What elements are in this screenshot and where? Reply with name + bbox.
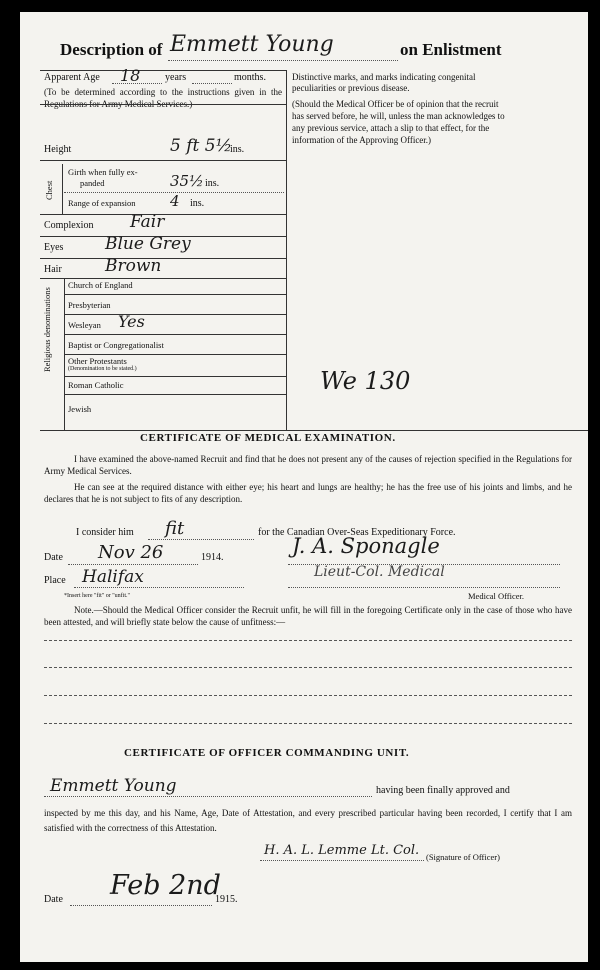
religion-presbyterian: Presbyterian [68,300,111,310]
chest-bracket [62,164,63,214]
religion-wesleyan-mark: Yes [118,312,145,331]
commanding-date-line [70,905,212,906]
medical-para-1: I have examined the above-named Recruit and find that he does not present any of the causes of rejection specified in the Regulations for Army Medical Services. [44,454,572,476]
title-name-line [168,60,398,61]
unfit-line-4 [44,723,572,724]
religion-rule-6 [64,394,286,395]
chest-vertical-label: Chest [44,180,54,200]
months-label: months. [234,72,266,83]
commanding-name-line [44,796,372,797]
consider-line [148,539,254,540]
medical-date-line [68,564,198,565]
religion-rule-5 [64,376,286,377]
commanding-officer-signature: H. A. L. Lemme Lt. Col. [264,843,420,858]
commanding-certificate-heading: CERTIFICATE OF OFFICER COMMANDING UNIT. [124,747,410,759]
months-line [192,83,232,84]
age-label: Apparent Age [44,72,100,83]
medical-officer-signature: J. A. Sponagle [292,534,440,558]
commanding-signature-line [260,860,424,861]
rule-after-eyes [40,258,286,259]
rule-after-hair [40,278,286,279]
complexion-label: Complexion [44,220,94,231]
religion-rule-2 [64,314,286,315]
religions-vertical-label: Religious denominations [42,287,52,372]
medical-officer-label: Medical Officer. [468,591,525,601]
medical-year-label: 1914. [201,552,224,563]
unfit-line-3 [44,695,572,696]
medical-certificate-heading: CERTIFICATE OF MEDICAL EXAMINATION. [140,432,396,444]
eyes-value: Blue Grey [105,234,191,254]
consider-suffix: for the Canadian Over-Seas Expeditionary Force. [258,527,456,538]
girth-unit: ins. [205,178,220,189]
girth-value: 35½ [170,172,204,190]
age-line [112,83,162,84]
unfit-line-2 [44,667,572,668]
unfit-line-1 [44,640,572,641]
distinctive-marks-note: (Should the Medical Officer be of opinion that the recruit has served before, he will, unless the man acknowledges to any previous service, attach a slip to that effect, for the information of the Approving Officer.) [292,99,505,145]
religion-jewish: Jewish [68,404,92,414]
religion-wesleyan: Wesleyan [68,320,101,330]
girth-label-2: panded [80,178,105,188]
commanding-date-value: Feb 2nd [110,870,221,901]
commanding-year-label: 1915. [215,894,238,905]
medical-place-value: Halifax [82,567,144,587]
height-value: 5 ft 5½ [170,136,233,156]
girth-label-1: Girth when fully ex- [68,167,138,177]
range-value: 4 [170,192,180,210]
commanding-signature-label: (Signature of Officer) [426,852,500,862]
title-left: Description of [60,40,163,59]
religion-roman-catholic: Roman Catholic [68,380,124,390]
consider-prefix: I consider him [76,527,134,538]
medical-rank-line [288,587,560,588]
consider-value: fit [165,518,185,539]
top-rule-left [40,70,286,71]
medical-date-value: Nov 26 [98,542,164,563]
height-label: Height [44,144,72,155]
religion-church-of-england: Church of England [68,280,133,290]
range-label: Range of expansion [68,198,136,208]
enlistment-form-page [20,12,588,962]
religion-rule-4 [64,354,286,355]
distinctive-marks-label: Distinctive marks, and marks indicating congenital peculiarities or previous disease. [292,72,476,93]
eyes-label: Eyes [44,242,64,253]
commanding-text-after-name: having been finally approved and [376,785,510,796]
marks-annotation: We 130 [320,367,411,395]
religion-rule-3 [64,334,286,335]
religion-rule-1 [64,294,286,295]
rule-after-height [40,160,286,161]
hair-label: Hair [44,264,62,275]
commanding-para: inspected by me this day, and his Name, Age, Date of Attestation, and every prescribed particular having been recorded, I certify that I am satisfied with the correctness of this Attestation. [44,808,572,833]
religion-baptist: Baptist or Congregationalist [68,340,164,350]
commanding-recruit-name: Emmett Young [50,776,177,796]
medical-date-label: Date [44,552,63,563]
medical-place-label: Place [44,575,66,586]
years-label: years [165,72,187,83]
column-divider [286,70,287,430]
medical-note: Note.—Should the Medical Officer consider the Recruit unfit, he will fill in the foregoing Certificate only in the case of those who have been attested, and will briefly state below the cause of unfitness:— [44,605,572,627]
religion-other-note: (Denomination to be stated.) [68,366,137,372]
rule-bottom-description [40,430,588,431]
hair-value: Brown [105,256,162,276]
medical-para-2: He can see at the required distance with either eye; his heart and lungs are healthy; he has the free use of his joints and limbs, and he declares that he is not subject to fits of any description. [44,482,572,504]
insert-note: *Insert here "fit" or "unfit." [64,593,130,599]
age-value: 18 [120,66,141,85]
rule-after-age [40,104,286,105]
recruit-name-handwritten: Emmett Young [170,32,334,57]
medical-officer-rank: Lieut-Col. Medical [314,564,445,580]
commanding-date-label: Date [44,894,63,905]
title-right: on Enlistment [400,40,502,59]
complexion-value: Fair [130,212,165,232]
religion-other-protestants: Other Protestants [68,356,127,366]
medical-place-line [74,587,244,588]
range-unit: ins. [190,198,205,209]
height-unit: ins. [230,144,245,155]
age-note: (To be determined according to the instructions given in the Regulations for Army Medical Services.) [44,87,282,109]
